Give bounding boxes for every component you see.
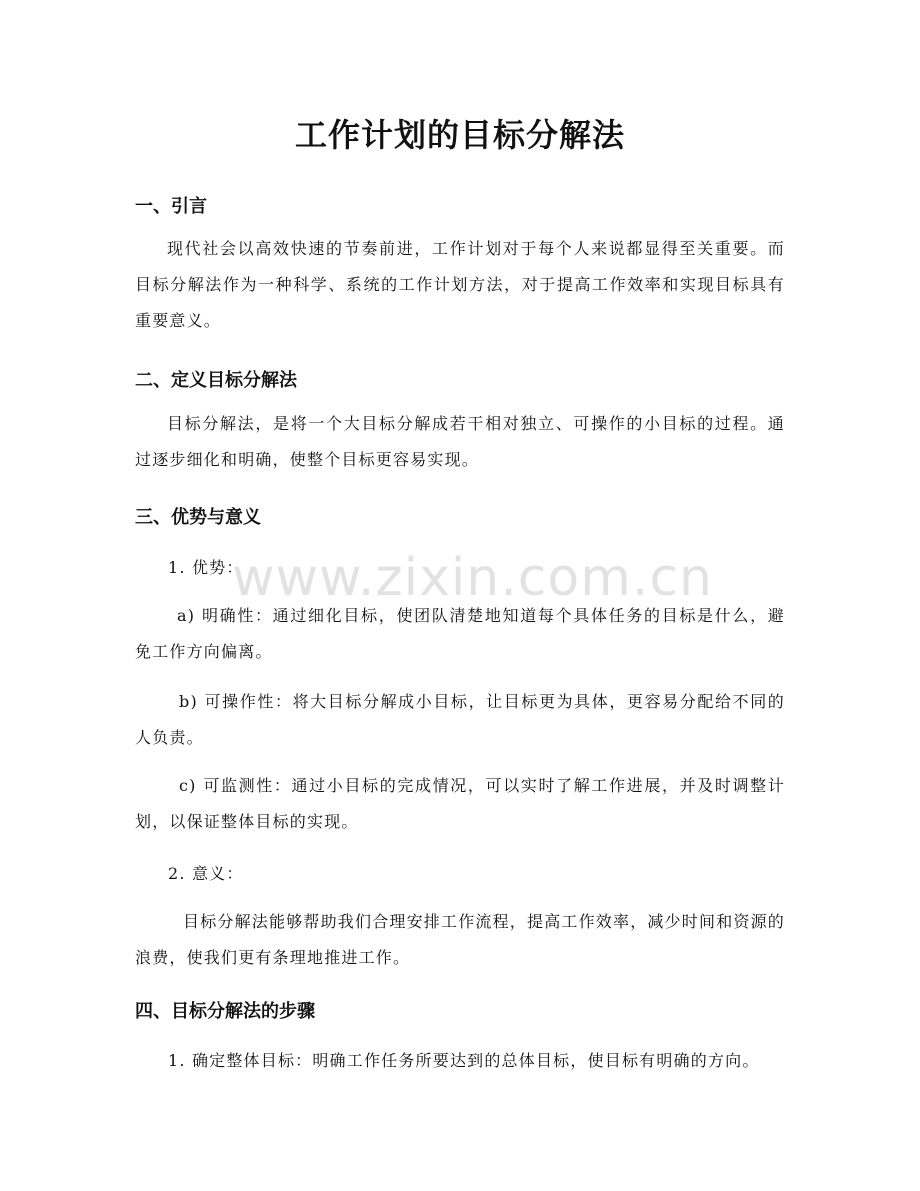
advantages-item-2-label: 2. 意义： — [168, 864, 244, 883]
advantage-clarity: a) 明确性：通过细化目标，使团队清楚地知道每个具体任务的目标是什么，避免工作方向偏离。 — [135, 606, 785, 661]
definition-paragraph: 目标分解法，是将一个大目标分解成若干相对独立、可操作的小目标的过程。通过逐步细化和明确，使整个目标更容易实现。 — [135, 414, 785, 469]
meaning-paragraph: 目标分解法能够帮助我们合理安排工作流程，提高工作效率，减少时间和资源的浪费，使我们更有条理地推进工作。 — [135, 912, 786, 967]
section-heading-advantages: 三、优势与意义 — [135, 507, 261, 528]
advantage-operability: b) 可操作性：将大目标分解成小目标，让目标更为具体，更容易分配给不同的人负责。 — [135, 692, 785, 747]
step-1: 1. 确定整体目标：明确工作任务所要达到的总体目标，使目标有明确的方向。 — [168, 1051, 760, 1070]
section-heading-steps: 四、目标分解法的步骤 — [135, 1001, 315, 1022]
intro-paragraph: 现代社会以高效快速的节奏前进，工作计划对于每个人来说都显得至关重要。而目标分解法作为一种科学、系统的工作计划方法，对于提高工作效率和实现目标具有重要意义。 — [135, 239, 785, 330]
watermark: www.zixin.com.cn — [232, 548, 713, 608]
section-heading-definition: 二、定义目标分解法 — [135, 370, 297, 391]
document-title: 工作计划的目标分解法 — [294, 116, 625, 154]
section-heading-intro: 一、引言 — [135, 196, 207, 217]
advantages-item-1-label: 1. 优势： — [168, 558, 244, 577]
advantage-monitorability: c) 可监测性：通过小目标的完成情况，可以实时了解工作进展，并及时调整计划，以保证整体目标的实现。 — [135, 776, 785, 831]
